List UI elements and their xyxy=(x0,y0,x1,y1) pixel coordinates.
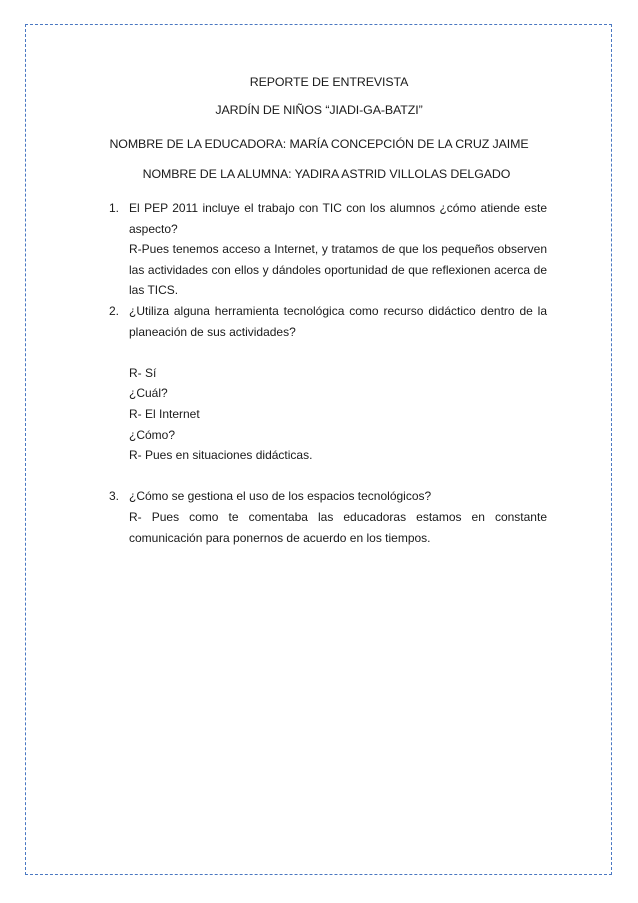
answer-line: ¿Cuál? xyxy=(129,386,168,401)
answer-line: ¿Cómo? xyxy=(129,427,176,442)
question-item-2 xyxy=(109,301,547,486)
spacer xyxy=(129,342,547,363)
school-name: JARDÍN DE NIÑOS “JIADI-GA-BATZI” xyxy=(215,103,423,117)
question-text-2: ¿Utiliza alguna herramienta tecnológica como recurso didáctico dentro de la planeación de sus actividades? xyxy=(129,303,547,339)
question-number-3: 3. xyxy=(109,489,120,504)
question-list xyxy=(109,198,547,548)
answer-line: R- El Internet xyxy=(129,406,200,421)
student-name: NOMBRE DE LA ALUMNA: YADIRA ASTRID VILLOLAS DELGADO xyxy=(142,167,511,181)
question-item-1 xyxy=(109,198,547,301)
spacer xyxy=(129,466,547,487)
question-text-3: ¿Cómo se gestiona el uso de los espacios tecnológicos? xyxy=(129,489,432,504)
question-number-1: 1. xyxy=(109,201,120,215)
question-number-2: 2. xyxy=(109,303,120,318)
answer-line: R- Pues en situaciones didácticas. xyxy=(129,448,313,463)
answer-text-3: R- Pues como te comentaba las educadoras estamos en constante comunicación para ponernos de acuerdo en los tiempos. xyxy=(129,509,547,545)
question-item-3 xyxy=(109,486,547,548)
answer-line: R- Sí xyxy=(129,365,157,380)
question-text-1: El PEP 2011 incluye el trabajo con TIC con los alumnos ¿cómo atiende este aspecto? xyxy=(129,201,547,236)
answer-text-1: R-Pues tenemos acceso a Internet, y tratamos de que los pequeños observen las actividades con ellos y dándoles oportunidad de que reflexionen acerca de las TICS. xyxy=(129,242,547,298)
report-title: REPORTE DE ENTREVISTA xyxy=(249,75,409,89)
educator-name: NOMBRE DE LA EDUCADORA: MARÍA CONCEPCIÓN DE LA CRUZ JAIME xyxy=(109,137,529,151)
